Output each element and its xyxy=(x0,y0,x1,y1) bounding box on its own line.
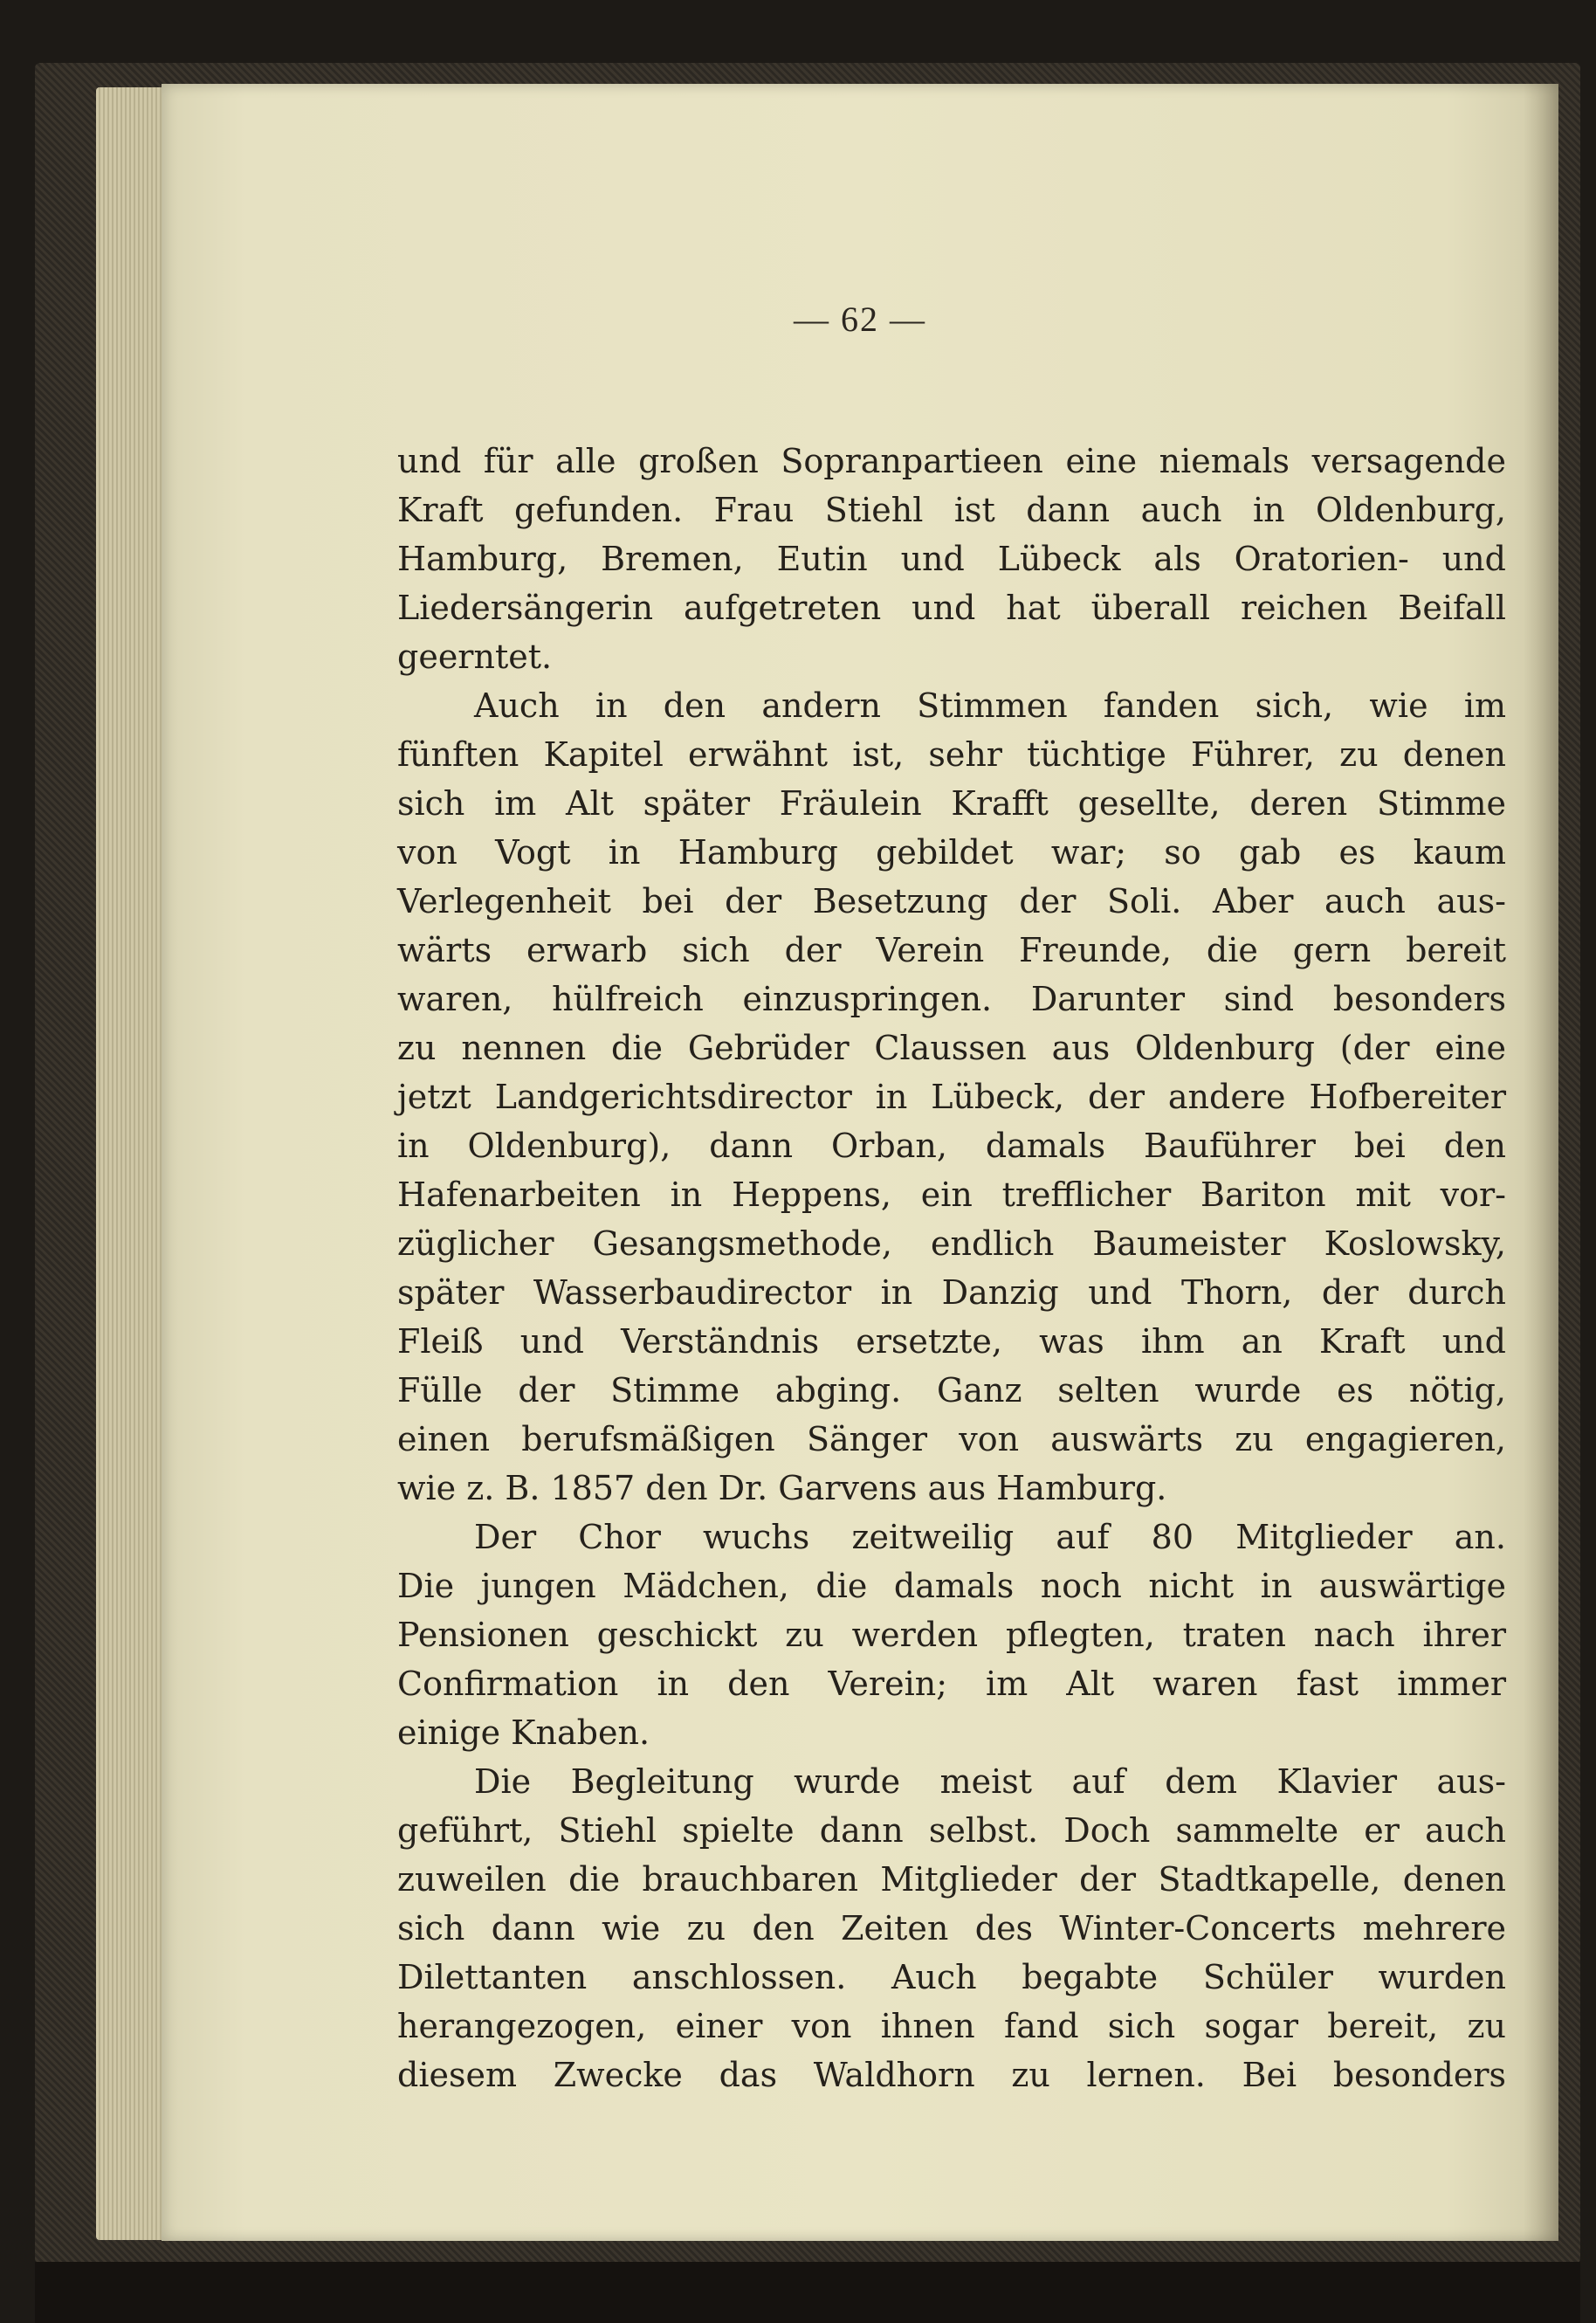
text-line: Hafenarbeiten in Heppens, ein trefflicher Bariton mit vor- xyxy=(397,1175,1506,1214)
text-line: einen berufsmäßigen Sänger von auswärts zu engagieren, xyxy=(397,1420,1506,1458)
text-line: Die Begleitung wurde meist auf dem Klavier aus- xyxy=(474,1762,1506,1801)
text-line: von Vogt in Hamburg gebildet war; so gab es kaum xyxy=(397,833,1506,872)
text-line: Pensionen geschickt zu werden pflegten, traten nach ihrer xyxy=(397,1616,1506,1654)
text-line: herangezogen, einer von ihnen fand sich sogar bereit, zu xyxy=(397,2007,1506,2045)
text-line: zu nennen die Gebrüder Claussen aus Oldenburg (der eine xyxy=(397,1029,1506,1067)
text-line: geerntet. xyxy=(397,638,553,676)
text-line: sich im Alt später Fräulein Krafft gesellte, deren Stimme xyxy=(397,784,1506,823)
text-line: züglicher Gesangsmethode, endlich Baumeister Koslowsky, xyxy=(397,1224,1506,1263)
text-line: einige Knaben. xyxy=(397,1713,650,1752)
text-line: Die jungen Mädchen, die damals noch nicht in auswärtige xyxy=(397,1567,1506,1605)
text-line: Kraft gefunden. Frau Stiehl ist dann auch in Oldenburg, xyxy=(397,491,1506,529)
text-line: und für alle großen Sopranpartieen eine niemals versagende xyxy=(397,442,1506,480)
text-line: wärts erwarb sich der Verein Freunde, die gern bereit xyxy=(397,931,1506,969)
text-line: in Oldenburg), dann Orban, damals Bauführer bei den xyxy=(397,1127,1506,1165)
text-line: Verlegenheit bei der Besetzung der Soli. Aber auch aus- xyxy=(397,882,1506,920)
text-line: jetzt Landgerichtsdirector in Lübeck, der andere Hofbereiter xyxy=(397,1078,1506,1116)
text-line: Hamburg, Bremen, Eutin und Lübeck als Oratorien- und xyxy=(397,540,1506,578)
text-line: fünften Kapitel erwähnt ist, sehr tüchtige Führer, zu denen xyxy=(397,735,1506,774)
text-line: Confirmation in den Verein; im Alt waren fast immer xyxy=(397,1665,1506,1703)
book-page xyxy=(162,84,1558,2241)
text-line: diesem Zwecke das Waldhorn zu lernen. Bei besonders xyxy=(397,2056,1506,2094)
text-line: Liedersängerin aufgetreten und hat überall reichen Beifall xyxy=(397,589,1506,627)
text-line: Fleiß und Verständnis ersetzte, was ihm an Kraft und xyxy=(397,1322,1506,1361)
text-line: Fülle der Stimme abging. Ganz selten wurde es nötig, xyxy=(397,1371,1506,1410)
text-line: sich dann wie zu den Zeiten des Winter-Concerts mehrere xyxy=(397,1909,1506,1947)
text-line: später Wasserbaudirector in Danzig und Thorn, der durch xyxy=(397,1273,1506,1312)
gutter-shadow xyxy=(1524,84,1558,2241)
text-line: zuweilen die brauchbaren Mitglieder der Stadtkapelle, denen xyxy=(397,1860,1506,1899)
text-line: waren, hülfreich einzuspringen. Darunter sind besonders xyxy=(397,980,1506,1018)
text-line: Auch in den andern Stimmen fanden sich, wie im xyxy=(474,686,1506,725)
bottom-edge xyxy=(35,2262,1580,2323)
text-line: geführt, Stiehl spielte dann selbst. Doch sammelte er auch xyxy=(397,1811,1506,1850)
text-line: Dilettanten anschlossen. Auch begabte Schüler wurden xyxy=(397,1958,1506,1996)
text-line: Der Chor wuchs zeitweilig auf 80 Mitglieder an. xyxy=(474,1518,1506,1556)
page-number: — 62 — xyxy=(794,300,926,339)
text-line: wie z. B. 1857 den Dr. Garvens aus Hamburg. xyxy=(397,1469,1167,1507)
